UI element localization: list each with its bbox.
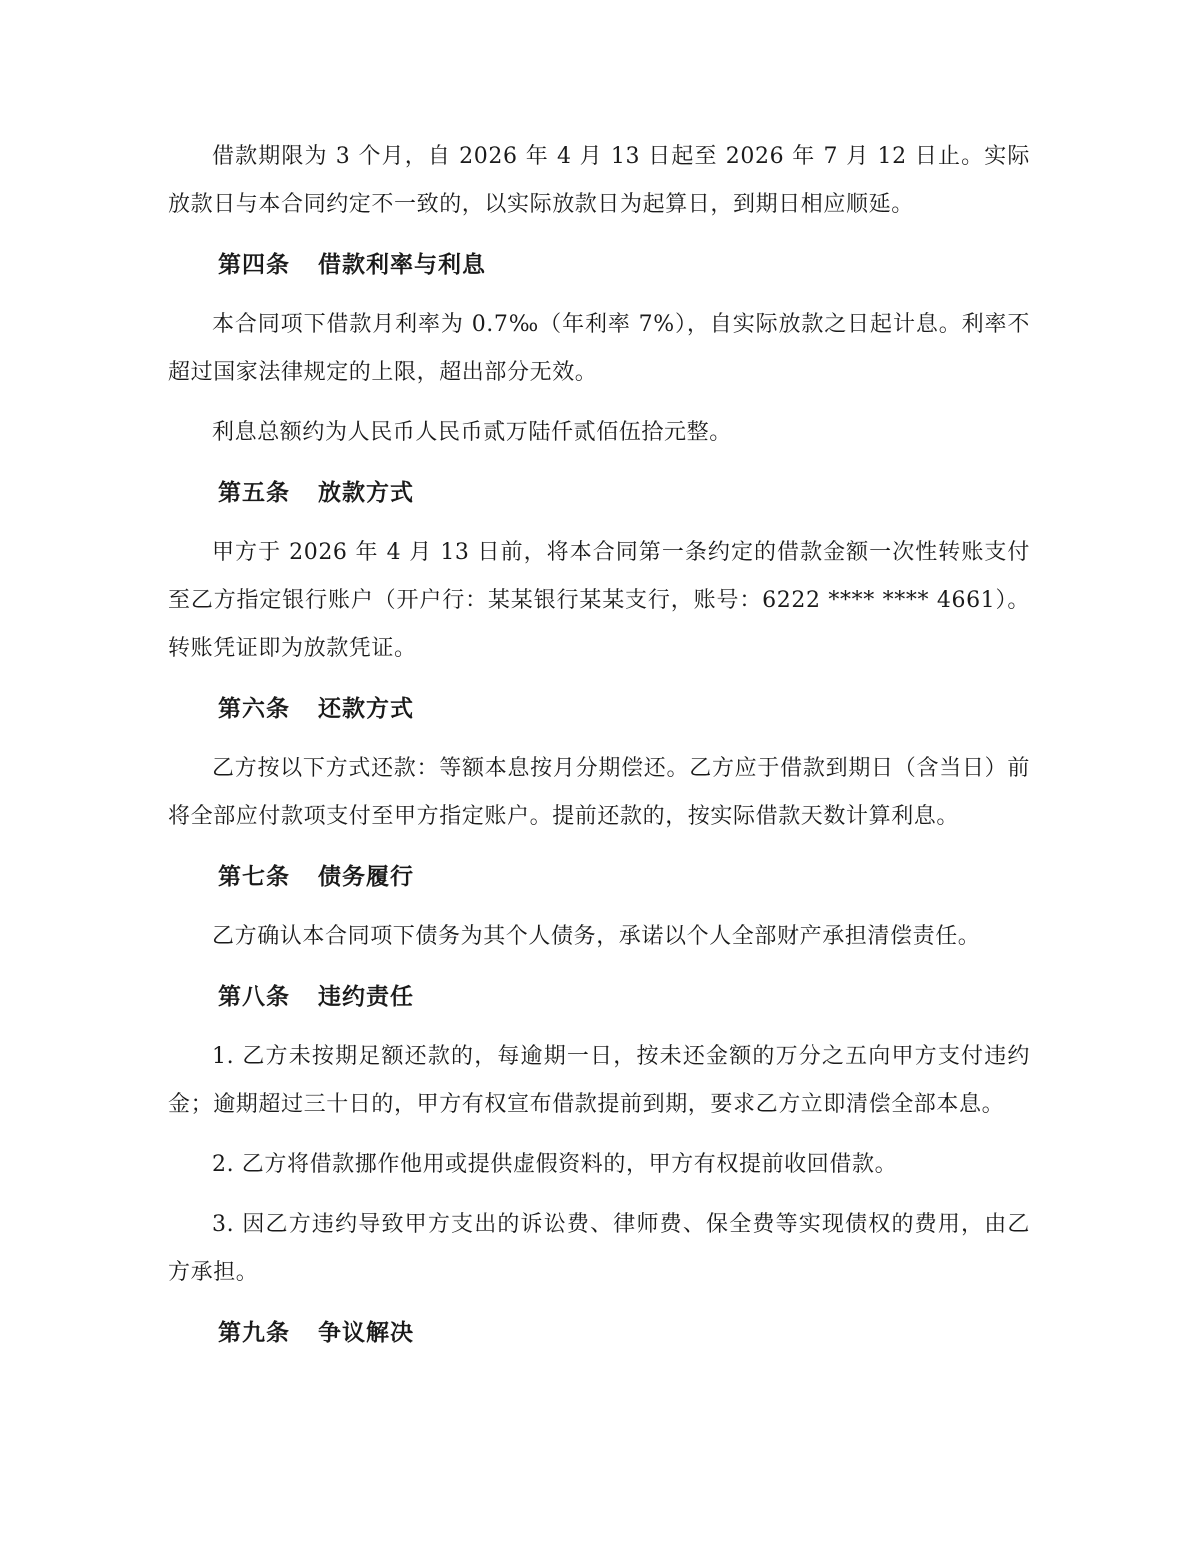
article-number: 第五条 xyxy=(218,479,290,506)
article-title: 争议解决 xyxy=(318,1319,414,1346)
article-title: 借款利率与利息 xyxy=(318,251,486,278)
article-number: 第九条 xyxy=(218,1319,290,1346)
article-number: 第四条 xyxy=(218,251,290,278)
article-8-heading xyxy=(168,973,1030,1021)
article-6-heading xyxy=(168,685,1030,733)
article-9-heading xyxy=(168,1309,1030,1357)
article-title: 债务履行 xyxy=(318,863,414,890)
interest-total-paragraph: 利息总额约为人民币人民币贰万陆仟贰佰伍拾元整。 xyxy=(212,420,732,445)
article-7-heading xyxy=(168,853,1030,901)
interest-rate-paragraph: 本合同项下借款月利率为 0.7‰（年利率 7%），自实际放款之日起计息。利率不超过国家法律规定的上限，超出部分无效。 xyxy=(168,312,1030,385)
article-number: 第八条 xyxy=(218,983,290,1010)
article-title: 还款方式 xyxy=(318,695,414,722)
breach-clause-3: 3. 因乙方违约导致甲方支出的诉讼费、律师费、保全费等实现债权的费用，由乙方承担。 xyxy=(168,1212,1030,1285)
repayment-paragraph: 乙方按以下方式还款：等额本息按月分期偿还。乙方应于借款到期日（含当日）前将全部应付款项支付至甲方指定账户。提前还款的，按实际借款天数计算利息。 xyxy=(168,756,1030,829)
article-4-heading xyxy=(168,241,1030,289)
debt-performance-paragraph: 乙方确认本合同项下债务为其个人债务，承诺以个人全部财产承担清偿责任。 xyxy=(212,924,981,949)
contract-body xyxy=(168,133,1030,1369)
article-number: 第七条 xyxy=(218,863,290,890)
breach-clause-1: 1. 乙方未按期足额还款的，每逾期一日，按未还金额的万分之五向甲方支付违约金；逾期超过三十日的，甲方有权宣布借款提前到期，要求乙方立即清偿全部本息。 xyxy=(168,1044,1030,1117)
disbursement-paragraph: 甲方于 2026 年 4 月 13 日前，将本合同第一条约定的借款金额一次性转账支付至乙方指定银行账户（开户行：某某银行某某支行，账号：6222 **** **** 4661）。转账凭证即为放款凭证。 xyxy=(168,540,1030,661)
article-number: 第六条 xyxy=(218,695,290,722)
breach-clause-2: 2. 乙方将借款挪作他用或提供虚假资料的，甲方有权提前收回借款。 xyxy=(212,1152,898,1177)
term-paragraph: 借款期限为 3 个月，自 2026 年 4 月 13 日起至 2026 年 7 月 12 日止。实际放款日与本合同约定不一致的，以实际放款日为起算日，到期日相应顺延。 xyxy=(168,144,1030,217)
article-title: 违约责任 xyxy=(318,983,414,1010)
article-title: 放款方式 xyxy=(318,479,414,506)
article-5-heading xyxy=(168,469,1030,517)
